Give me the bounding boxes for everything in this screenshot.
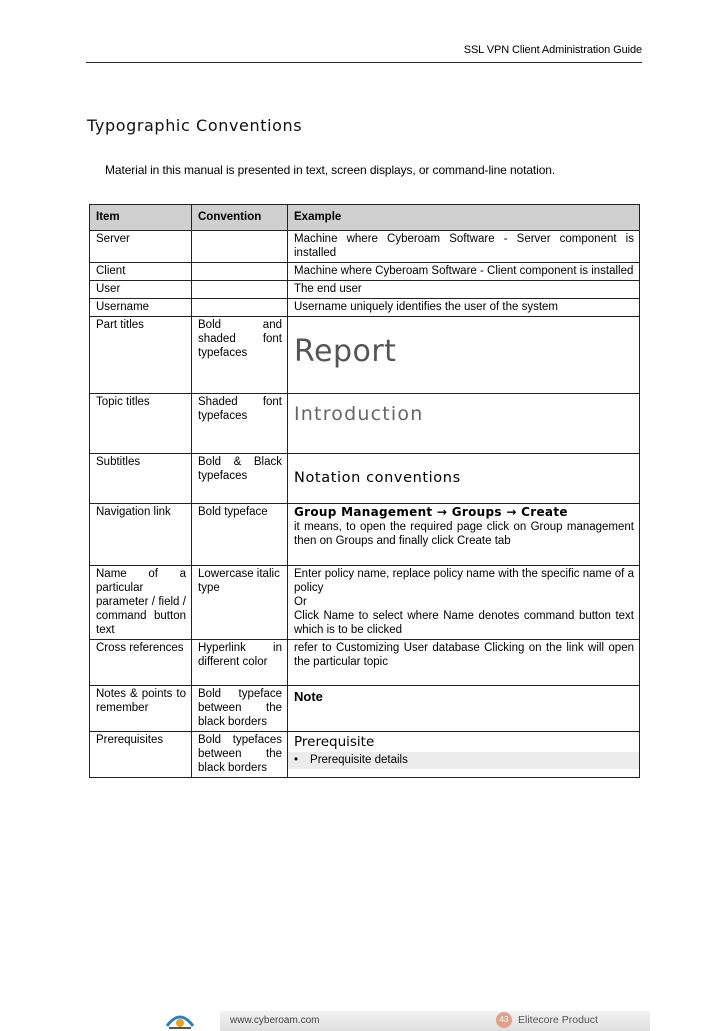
intro-paragraph: Material in this manual is presented in text, screen displays, or command-line notation. (105, 163, 556, 177)
cell-convention: Bold typeface (192, 504, 288, 566)
table-row (90, 231, 640, 263)
table-row (90, 732, 640, 778)
cell-convention: Bold and shaded font typefaces (192, 317, 288, 394)
page-number-badge: 43 (496, 1012, 512, 1028)
cell-convention: Bold typeface between the black borders (192, 686, 288, 732)
table-row (90, 281, 640, 299)
header-rule (86, 62, 642, 63)
cell-item: Prerequisites (90, 732, 192, 778)
header-item: Item (90, 205, 192, 231)
cell-item: Topic titles (90, 394, 192, 454)
navigation-path-sample: Group Management → Groups → Create (294, 505, 568, 519)
cell-convention (192, 299, 288, 317)
table-row (90, 504, 640, 566)
cell-example (288, 317, 640, 394)
prerequisite-detail: Prerequisite details (310, 754, 408, 766)
table-row (90, 454, 640, 504)
cell-convention (192, 231, 288, 263)
table-header-row (90, 205, 640, 231)
cell-item: Notes & points to remember (90, 686, 192, 732)
parameter-example-or: Or (294, 596, 307, 608)
conventions-table (89, 204, 640, 778)
cell-example (288, 394, 640, 454)
cell-example: refer to Customizing User database Clicking on the link will open the particular topic (288, 640, 640, 686)
cell-example (288, 566, 640, 640)
cell-convention: Hyperlink in different color (192, 640, 288, 686)
cell-example (288, 504, 640, 566)
cell-item: Name of a particular parameter / field / command button text (90, 566, 192, 640)
note-sample: Note (294, 689, 323, 704)
cell-item: Subtitles (90, 454, 192, 504)
header-example: Example (288, 205, 640, 231)
cell-example: The end user (288, 281, 640, 299)
cell-convention (192, 263, 288, 281)
cell-convention: Bold & Black typefaces (192, 454, 288, 504)
cell-item: User (90, 281, 192, 299)
table-row (90, 686, 640, 732)
cell-item: Navigation link (90, 504, 192, 566)
bullet-icon: • (294, 754, 299, 766)
table-row (90, 317, 640, 394)
footer-url[interactable]: www.cyberoam.com (230, 1015, 320, 1026)
cell-example (288, 454, 640, 504)
cell-convention: Lowercase italic type (192, 566, 288, 640)
cell-item: Cross references (90, 640, 192, 686)
cell-item: Server (90, 231, 192, 263)
prerequisite-sample: Prerequisite (294, 734, 375, 750)
cell-convention (192, 281, 288, 299)
header-convention: Convention (192, 205, 288, 231)
cell-example (288, 686, 640, 732)
table-row (90, 299, 640, 317)
table-row (90, 566, 640, 640)
table-row (90, 394, 640, 454)
cell-example: Machine where Cyberoam Software - Server component is installed (288, 231, 640, 263)
part-title-sample: Report (294, 334, 397, 369)
cell-example: Machine where Cyberoam Software - Client component is installed (288, 263, 640, 281)
topic-title-sample: Introduction (294, 403, 424, 425)
footer-product: Elitecore Product (518, 1014, 598, 1026)
parameter-example-1: Enter policy name, replace policy name with the specific name of a policy (294, 568, 634, 594)
table-row (90, 640, 640, 686)
cell-item: Client (90, 263, 192, 281)
parameter-example-2: Click Name to select where Name denotes command button text which is to be clicked (294, 610, 634, 636)
cyberoam-logo-icon (163, 1012, 197, 1030)
cell-convention: Shaded font typefaces (192, 394, 288, 454)
cell-item: Part titles (90, 317, 192, 394)
navigation-description: it means, to open the required page click on Group management then on Groups and finally click Create tab (294, 521, 634, 547)
running-header: SSL VPN Client Administration Guide (463, 44, 642, 56)
table-row (90, 263, 640, 281)
cell-example (288, 732, 640, 778)
section-title: Typographic Conventions (87, 116, 303, 135)
cell-example: Username uniquely identifies the user of the system (288, 299, 640, 317)
subtitle-sample: Notation conventions (294, 470, 461, 486)
cell-item: Username (90, 299, 192, 317)
cell-convention: Bold typefaces between the black borders (192, 732, 288, 778)
prerequisite-bullet-row (288, 752, 639, 769)
